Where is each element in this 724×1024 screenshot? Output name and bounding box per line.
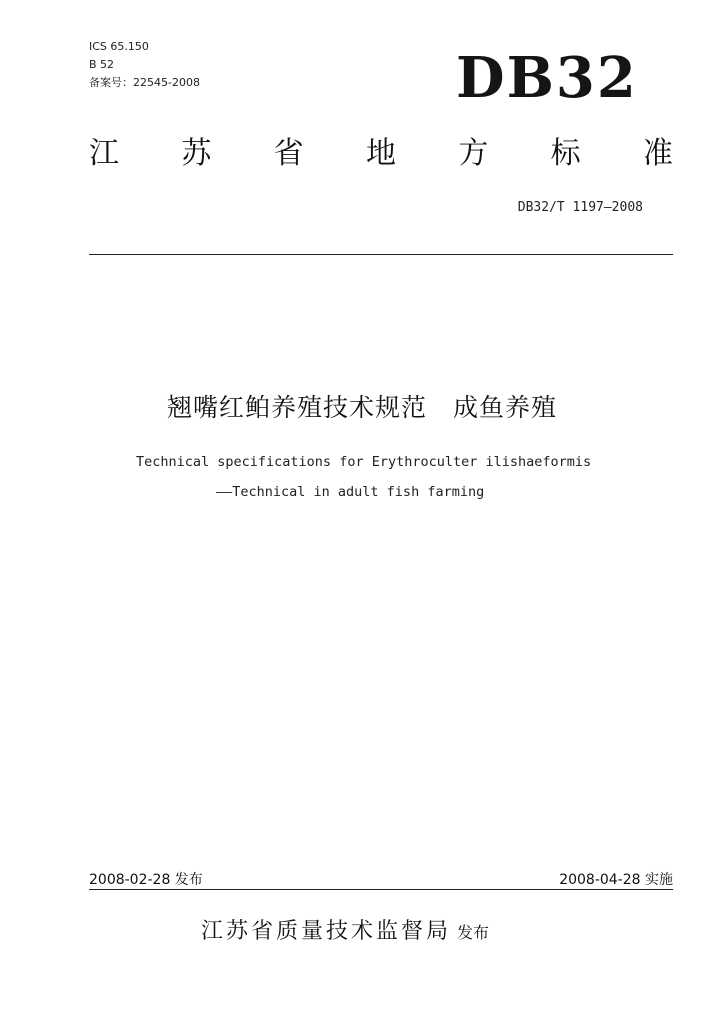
chinese-title [0,388,724,424]
standard-type-char: 苏 [181,136,212,171]
top-divider [89,254,673,255]
issue-date: 2008-02-28 发布 [89,872,203,888]
ics-code: ICS 65.150 [89,40,149,53]
english-title-line1: Technical specifications for Erythroculter ilishaeformis [136,454,592,470]
class-code: B 52 [89,58,115,71]
chinese-title-main: 翘嘴红鲌养殖技术规范 [166,393,427,422]
standard-type-char: 准 [642,136,673,171]
english-title-line2: ——Technical in adult fish farming [216,484,485,500]
classification-block [89,38,200,92]
record-number: 备案号：22545-2008 [89,76,200,89]
bottom-divider [89,889,673,890]
implementation-date: 2008-04-28 实施 [559,872,673,888]
standard-type-char: 省 [273,136,304,171]
issuer-line [201,914,489,945]
issuing-organization: 江苏省质量技术监督局 [201,919,452,944]
issuer-verb: 发布 [457,923,490,942]
chinese-title-sub: 成鱼养殖 [453,393,558,422]
standard-code: DB32/T 1197—2008 [517,200,643,215]
db32-logo: DB32 [456,45,638,111]
standard-type-char: 江 [89,136,119,171]
standard-type-heading [89,134,673,174]
standard-type-char: 方 [458,136,489,171]
standard-type-char: 地 [365,136,396,171]
standard-type-char: 标 [550,136,581,171]
